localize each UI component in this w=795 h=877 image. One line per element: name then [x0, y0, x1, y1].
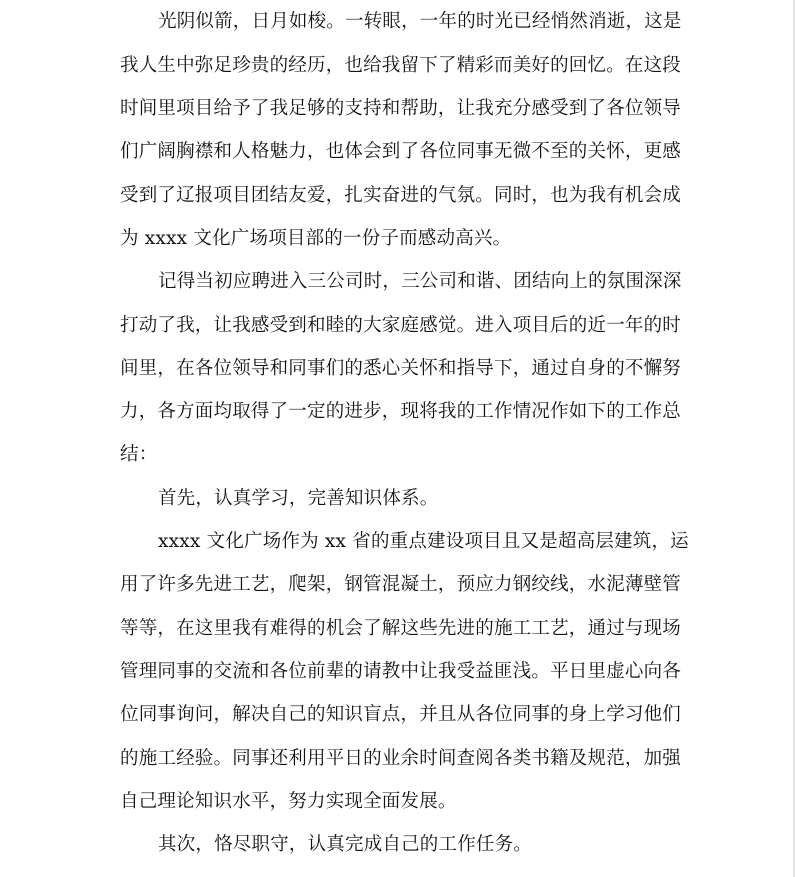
section-heading: 其次，恪尽职守，认真完成自己的工作任务。 [158, 834, 533, 855]
text-line: 用了许多先进工艺，爬架，钢管混凝土，预应力钢绞线，水泥薄壁管 [120, 574, 682, 595]
text-line: 光阴似箭，日月如梭。一转眼，一年的时光已经悄然消逝，这是 [158, 11, 682, 32]
text-line: 管理同事的交流和各位前辈的请教中让我受益匪浅。平日里虚心向各 [120, 661, 682, 682]
text-line: 记得当初应聘进入三公司时，三公司和谐、团结向上的氛围深深 [158, 271, 682, 292]
text-line: 位同事询问，解决自己的知识盲点，并且从各位同事的身上学习他们 [120, 704, 682, 725]
text-line: 的施工经验。同事还利用平日的业余时间查阅各类书籍及规范，加强 [120, 748, 682, 769]
text-line: 时间里项目给予了我足够的支持和帮助，让我充分感受到了各位领导 [120, 98, 682, 119]
text-line: 打动了我，让我感受到和睦的大家庭感觉。进入项目后的近一年的时 [120, 315, 682, 336]
text-line: 力，各方面均取得了一定的进步，现将我的工作情况作如下的工作总 [120, 401, 682, 422]
text-line: 为 xxxx 文化广场项目部的一份子而感动高兴。 [120, 228, 512, 249]
section-heading: 首先，认真学习，完善知识体系。 [158, 488, 439, 509]
text-line: 等等，在这里我有难得的机会了解这些先进的施工工艺，通过与现场 [120, 618, 682, 639]
text-line: 们广阔胸襟和人格魅力，也体会到了各位同事无微不至的关怀，更感 [120, 141, 682, 162]
text-line: 结： [120, 444, 158, 465]
text-line: 间里，在各位领导和同事们的悉心关怀和指导下，通过自身的不懈努 [120, 358, 682, 379]
text-line: 受到了辽报项目团结友爱，扎实奋进的气氛。同时，也为我有机会成 [120, 185, 682, 206]
text-line: 自己理论知识水平，努力实现全面发展。 [120, 791, 457, 812]
text-line: xxxx 文化广场作为 xx 省的重点建设项目且又是超高层建筑，运 [158, 531, 689, 552]
text-line: 我人生中弥足珍贵的经历，也给我留下了精彩而美好的回忆。在这段 [120, 55, 682, 76]
